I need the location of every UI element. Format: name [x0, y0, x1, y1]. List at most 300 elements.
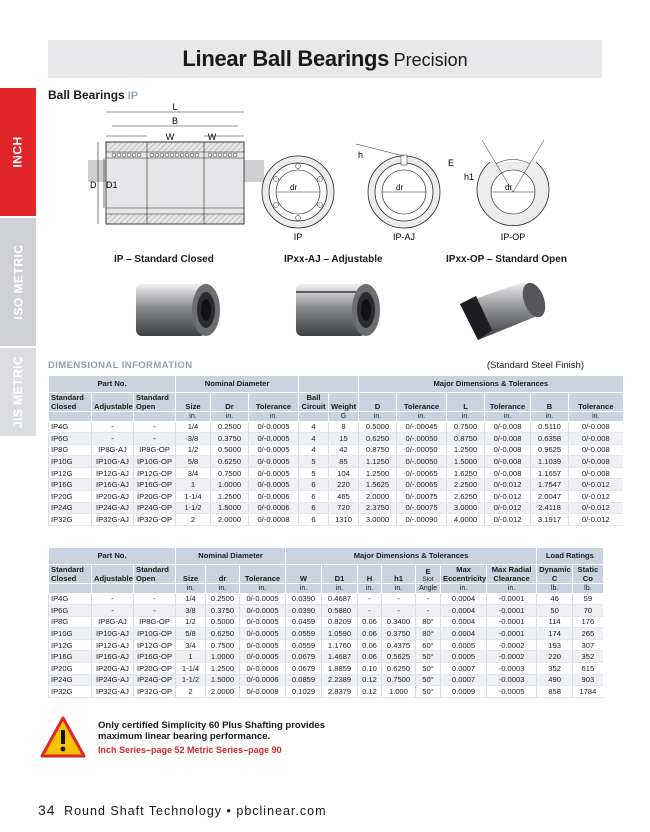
table-cell: 0/-.00050 [397, 444, 447, 456]
table-cell: - [382, 605, 416, 617]
table-cell: 1.4687 [322, 651, 358, 663]
table-cell: 50° [416, 674, 441, 686]
column-header: Ball Circuit [299, 392, 329, 411]
table-cell: 0.9625 [531, 444, 569, 456]
table-cell: 0/-0.0005 [240, 616, 286, 628]
table-cell: 3.1917 [531, 514, 569, 526]
unit-header [92, 411, 134, 421]
table-cell: 0.5110 [531, 421, 569, 433]
table-cell: IP20G [49, 663, 92, 675]
table-cell: 0.0009 [441, 686, 487, 698]
table-cell: 0.0004 [441, 593, 487, 605]
table-cell: - [92, 433, 134, 445]
column-header: L [447, 392, 485, 411]
table-cell: 0/-0.0005 [249, 444, 299, 456]
table-cell: 46 [537, 593, 573, 605]
section-heading: Ball Bearings IP [48, 88, 139, 102]
table-row [49, 616, 603, 628]
end-view-ip-aj [356, 144, 440, 242]
unit-header: in. [485, 411, 531, 421]
table-cell: 0.8209 [322, 616, 358, 628]
warning-line-2: maximum linear bearing performance. [98, 731, 271, 742]
table-cell: 307 [573, 639, 603, 651]
table-cell: 220 [329, 479, 359, 491]
table-cell: IP12G-AJ [92, 639, 134, 651]
table-cell: - [358, 593, 382, 605]
table-cell: 0/-0.012 [569, 479, 623, 491]
table-cell: 0.10 [358, 663, 382, 675]
label-dr-ipaj: dr [396, 183, 404, 192]
table-cell: 50° [416, 686, 441, 698]
table-cell: IP8G-OP [134, 616, 176, 628]
caption-standard-closed: IP – Standard Closed [114, 254, 214, 265]
label-D1: D1 [106, 180, 118, 190]
page-subtitle: Precision [393, 50, 468, 70]
label-ip-aj: IP-AJ [392, 232, 416, 242]
table-cell: 1.2500 [447, 444, 485, 456]
column-header: Tolerance [240, 564, 286, 583]
label-ip-op: IP-OP [500, 232, 526, 242]
table-cell: IP16G-OP [134, 479, 176, 491]
unit-header: in. [569, 411, 623, 421]
table-cell: 465 [329, 491, 359, 503]
photo-standard-open [446, 274, 556, 350]
table-cell: 0/-0.008 [485, 467, 531, 479]
label-W2: W [207, 132, 217, 142]
label-h1: h1 [464, 172, 475, 182]
table-cell: 1.2500 [206, 663, 240, 675]
table-cell: 0.7500 [382, 674, 416, 686]
table-cell: 104 [329, 467, 359, 479]
dimensional-info-header [48, 360, 602, 374]
table-cell: - [382, 593, 416, 605]
table-cell: - [134, 421, 176, 433]
table-cell: 1-1/4 [176, 663, 206, 675]
table-cell: 0.5000 [211, 444, 249, 456]
table-cell: IP24G-OP [134, 674, 176, 686]
unit-header [299, 411, 329, 421]
end-view-ip [262, 156, 334, 242]
table-cell: 0.2500 [206, 593, 240, 605]
table-cell: 0/-0.0005 [240, 639, 286, 651]
table-cell: 42 [329, 444, 359, 456]
column-header: Size [176, 564, 206, 583]
table-cell: 1.0590 [322, 628, 358, 640]
table-cell: 1.0000 [206, 651, 240, 663]
table-cell: 0/-0.0005 [249, 421, 299, 433]
table-cell: 0.2500 [211, 421, 249, 433]
table-cell: IP10G-AJ [92, 456, 134, 468]
column-header: Tolerance [249, 392, 299, 411]
table-cell: 0.7500 [206, 639, 240, 651]
table-cell: 1.7547 [531, 479, 569, 491]
group-nominal-diameter: Nominal Diameter [176, 376, 299, 392]
table-cell: 0/-.00075 [397, 491, 447, 503]
table-cell: 0.12 [358, 686, 382, 698]
table-cell: IP12G-AJ [92, 467, 134, 479]
table-cell: IP8G [49, 444, 92, 456]
table-cell: 0.0679 [286, 663, 322, 675]
table-row [49, 639, 603, 651]
table-cell: - [92, 421, 134, 433]
table-cell: 1.5000 [206, 674, 240, 686]
unit-header: lb. [537, 583, 573, 593]
table-cell: 0/-0.008 [485, 444, 531, 456]
table-cell: 1.1039 [531, 456, 569, 468]
table-cell: IP20G-OP [134, 491, 176, 503]
table-cell: 1/2 [176, 444, 211, 456]
table-cell: IP32G-OP [134, 686, 176, 698]
table-cell: 1.5000 [447, 456, 485, 468]
table-cell: 85 [329, 456, 359, 468]
table-cell: IP16G-OP [134, 651, 176, 663]
table-cell: 6 [299, 502, 329, 514]
table-cell: 4 [299, 433, 329, 445]
table-cell: 0/-0.008 [569, 433, 623, 445]
header-e: E [425, 566, 431, 576]
table-cell: 5 [299, 456, 329, 468]
table-cell: 0.6250 [211, 456, 249, 468]
table-cell: 4.0000 [447, 514, 485, 526]
column-header: Tolerance [569, 392, 623, 411]
table-cell: - [358, 605, 382, 617]
table-cell: -0.0001 [487, 605, 537, 617]
table-cell: 0/-0.012 [569, 502, 623, 514]
table-row [49, 444, 623, 456]
table-cell: IP6G [49, 605, 92, 617]
table-cell: -0.0003 [487, 674, 537, 686]
table-cell: 0/-0.012 [485, 479, 531, 491]
table-cell: 5/8 [176, 628, 206, 640]
table-cell: 1.5625 [359, 479, 397, 491]
table-cell: 1.1760 [322, 639, 358, 651]
shafting-warning [40, 716, 340, 760]
table-cell: 114 [537, 616, 573, 628]
table-row [49, 467, 623, 479]
table-cell: IP24G [49, 502, 92, 514]
table-cell: 0/-0.0005 [249, 467, 299, 479]
column-header: h1 [382, 564, 416, 583]
table-cell: 615 [573, 663, 603, 675]
page-footer [38, 802, 327, 818]
table-cell: IP20G-AJ [92, 663, 134, 675]
table-row [49, 479, 623, 491]
table-cell: IP32G-AJ [92, 686, 134, 698]
label-E: E [448, 158, 455, 168]
table-cell: 80° [416, 628, 441, 640]
label-dr-ipop: dr [505, 183, 513, 192]
table-cell: -0.0002 [487, 651, 537, 663]
label-dr-ip: dr [290, 183, 298, 192]
table-cell: 80° [416, 616, 441, 628]
table-cell: 0.6250 [206, 628, 240, 640]
table-cell: 220 [537, 651, 573, 663]
table-cell: 0.0007 [441, 674, 487, 686]
bearing-drawing [92, 104, 552, 244]
table-row [49, 628, 603, 640]
finish-note: (Standard Steel Finish) [486, 360, 584, 371]
table-cell: 2.0000 [206, 686, 240, 698]
label-L: L [172, 102, 178, 112]
table-cell: 0/-0.008 [485, 456, 531, 468]
column-header: B [531, 392, 569, 411]
column-header: Weight [329, 392, 359, 411]
table-cell: 0/-0.012 [485, 502, 531, 514]
table-row [49, 593, 603, 605]
table-cell: 2.2389 [322, 674, 358, 686]
table-cell: 4 [299, 444, 329, 456]
table-cell: IP24G-AJ [92, 674, 134, 686]
table-cell: 2.0000 [211, 514, 249, 526]
table-cell: 0.0679 [286, 651, 322, 663]
table-cell: 0/-0.008 [569, 444, 623, 456]
table-cell: 1784 [573, 686, 603, 698]
table-cell: 0.06 [358, 639, 382, 651]
tab-iso-metric[interactable]: ISO METRIC [0, 218, 36, 346]
table-row [49, 491, 623, 503]
table-cell: 0.0390 [286, 605, 322, 617]
column-header: Dynamic C [537, 564, 573, 583]
group-part-no: Part No. [49, 376, 176, 392]
table-cell: 0.5000 [206, 616, 240, 628]
label-h: h [358, 150, 364, 160]
unit-header: in. [358, 583, 382, 593]
table-cell: 0/-0.012 [485, 491, 531, 503]
table-cell: IP12G [49, 639, 92, 651]
product-photos [48, 274, 602, 354]
table-cell: IP32G [49, 514, 92, 526]
footer-text: Round Shaft Technology • pbclinear.com [64, 804, 327, 818]
unit-header [49, 583, 92, 593]
table-cell: IP16G-AJ [92, 651, 134, 663]
table-cell: 720 [329, 502, 359, 514]
table-cell: 903 [573, 674, 603, 686]
table-cell: 0.06 [358, 628, 382, 640]
unit-header [92, 583, 134, 593]
table-cell: - [92, 605, 134, 617]
unit-header [134, 411, 176, 421]
column-header: Max Eccentricity [441, 564, 487, 583]
table-cell: 2.4118 [531, 502, 569, 514]
table-cell: - [416, 593, 441, 605]
unit-header: Angle [416, 583, 441, 593]
table-cell: IP20G [49, 491, 92, 503]
table-cell: 0/-0.0008 [240, 686, 286, 698]
table-cell: 1.000 [382, 686, 416, 698]
caption-standard-open: IPxx-OP – Standard Open [446, 254, 567, 265]
table-cell: 2 [176, 514, 211, 526]
unit-header [49, 411, 92, 421]
table-row [49, 674, 603, 686]
table-cell: 2.2500 [447, 479, 485, 491]
table-cell: IP8G-AJ [92, 616, 134, 628]
table-cell: 0.5000 [359, 421, 397, 433]
table-cell: - [134, 605, 176, 617]
table-cell: 1 [176, 479, 211, 491]
table-cell: -0.0002 [487, 639, 537, 651]
side-view [88, 102, 264, 224]
column-header: Standard Closed [49, 564, 92, 583]
photo-adjustable [286, 274, 390, 346]
table-cell: 0/-0.0005 [240, 605, 286, 617]
table-row [49, 514, 623, 526]
table-cell: 490 [537, 674, 573, 686]
warning-icon [40, 716, 86, 758]
tab-inch[interactable]: INCH [0, 88, 36, 216]
table-cell: 0.7500 [211, 467, 249, 479]
table-row [49, 421, 623, 433]
table-cell: 0/-.00045 [397, 421, 447, 433]
table-cell: 0.3750 [382, 628, 416, 640]
table-cell: 0/-0.0006 [249, 491, 299, 503]
table-cell: 2 [176, 686, 206, 698]
table-cell: 2.8379 [322, 686, 358, 698]
header-e-sub: Slot [422, 575, 434, 583]
column-header: H [358, 564, 382, 583]
table-row [49, 502, 623, 514]
table-cell: 0/-0.0008 [249, 514, 299, 526]
table-cell: 0.0004 [441, 616, 487, 628]
table-cell: 0/-0.0005 [249, 479, 299, 491]
table-cell: 0.6250 [359, 433, 397, 445]
dimensions-table-1 [48, 376, 623, 526]
unit-header: in. [382, 583, 416, 593]
table-cell: 1310 [329, 514, 359, 526]
table-cell: 0.0005 [441, 651, 487, 663]
unit-header: in. [240, 583, 286, 593]
table-cell: 0.0005 [441, 639, 487, 651]
table-cell: 8 [329, 421, 359, 433]
table-cell: 5/8 [176, 456, 211, 468]
group-part-no-2: Part No. [49, 548, 176, 564]
table-cell: IP10G-OP [134, 456, 176, 468]
table-cell: IP24G [49, 674, 92, 686]
table-cell: IP10G-AJ [92, 628, 134, 640]
table-cell: 0/-0.0006 [240, 663, 286, 675]
column-header: dr [206, 564, 240, 583]
table-cell: 0/-0.008 [569, 456, 623, 468]
table-cell: 0/-0.008 [569, 421, 623, 433]
table-cell: 0/-0.012 [485, 514, 531, 526]
table-cell: 265 [573, 628, 603, 640]
table-cell: IP4G [49, 593, 92, 605]
column-header: Max Radial Clearance [487, 564, 537, 583]
table-cell: 193 [537, 639, 573, 651]
table-cell: IP8G-OP [134, 444, 176, 456]
table-cell: 0.0859 [286, 674, 322, 686]
table-cell: 4 [299, 421, 329, 433]
group-major-dimensions: Major Dimensions & Tolerances [359, 376, 623, 392]
table-cell: 2.0047 [531, 491, 569, 503]
table-cell: 0/-.00050 [397, 456, 447, 468]
table-cell: 1.1250 [359, 456, 397, 468]
table-cell: 0.5880 [322, 605, 358, 617]
table-cell: 3.0000 [359, 514, 397, 526]
unit-header: in. [531, 411, 569, 421]
table-cell: 50 [537, 605, 573, 617]
table-cell: 1/4 [176, 593, 206, 605]
column-header: Tolerance [397, 392, 447, 411]
table-cell: 50° [416, 651, 441, 663]
caption-adjustable: IPxx-AJ – Adjustable [284, 254, 383, 265]
table-cell: 3/4 [176, 467, 211, 479]
table-cell: -0.0001 [487, 616, 537, 628]
unit-header: in. [487, 583, 537, 593]
table-cell: 0/-0.0006 [249, 502, 299, 514]
table-cell: 1.2500 [211, 491, 249, 503]
table-cell: 0.0004 [441, 628, 487, 640]
table-cell: IP16G-AJ [92, 479, 134, 491]
table-cell: 352 [537, 663, 573, 675]
unit-header: G [329, 411, 359, 421]
table-cell: 0.6358 [531, 433, 569, 445]
column-header: Tolerance [485, 392, 531, 411]
column-header: Static Co [573, 564, 603, 583]
table-cell: 0.7500 [447, 421, 485, 433]
table-cell: 0/-0.0005 [240, 628, 286, 640]
table-cell: IP32G-AJ [92, 514, 134, 526]
group-nominal-diameter-2: Nominal Diameter [176, 548, 286, 564]
table-cell: 0.12 [358, 674, 382, 686]
page-number: 34 [38, 802, 56, 818]
unit-header: in. [286, 583, 322, 593]
column-header: D1 [322, 564, 358, 583]
table-cell: IP12G [49, 467, 92, 479]
page-title: Linear Ball Bearings [182, 46, 390, 71]
column-header: Adjustable [92, 564, 134, 583]
table-cell: 2.0000 [359, 491, 397, 503]
table-cell: - [134, 593, 176, 605]
table-cell: 0/-.00075 [397, 502, 447, 514]
table-cell: IP10G [49, 456, 92, 468]
column-header: W [286, 564, 322, 583]
table-cell: 1.5000 [211, 502, 249, 514]
table-cell: IP10G-OP [134, 628, 176, 640]
table-cell: 0/-0.0005 [249, 433, 299, 445]
table-cell: IP24G-OP [134, 502, 176, 514]
table-cell: 3/8 [176, 605, 206, 617]
table-cell: 5 [299, 467, 329, 479]
table-cell: - [92, 593, 134, 605]
side-tabs [0, 88, 36, 436]
column-header: Standard Open [134, 392, 176, 411]
table-cell: 6 [299, 491, 329, 503]
end-view-ip-op [448, 140, 549, 242]
page-title-bar [48, 40, 602, 78]
table-row [49, 663, 603, 675]
table-cell: 0.0559 [286, 628, 322, 640]
unit-header: in. [322, 583, 358, 593]
column-header [416, 564, 441, 583]
table-cell: - [416, 605, 441, 617]
tab-jis-metric[interactable]: JIS METRIC [0, 348, 36, 436]
table-cell: 3.0000 [447, 502, 485, 514]
table-cell: IP12G-OP [134, 639, 176, 651]
table-row [49, 433, 623, 445]
warning-line-1: Only certified Simplicity 60 Plus Shafting provides [98, 720, 326, 731]
table-cell: 1/4 [176, 421, 211, 433]
table-row [49, 686, 603, 698]
group-major-dimensions-2: Major Dimensions & Tolerances [286, 548, 537, 564]
table-cell: 1-1/2 [176, 502, 211, 514]
table-cell: 0.5625 [382, 651, 416, 663]
series-links[interactable]: Inch Series–page 52 Metric Series–page 90 [98, 745, 282, 755]
dimensions-table-2 [48, 548, 603, 698]
table-cell: IP20G-AJ [92, 491, 134, 503]
table-cell: 1.2500 [359, 467, 397, 479]
table-cell: 0.0390 [286, 593, 322, 605]
table-cell: 0.3750 [206, 605, 240, 617]
